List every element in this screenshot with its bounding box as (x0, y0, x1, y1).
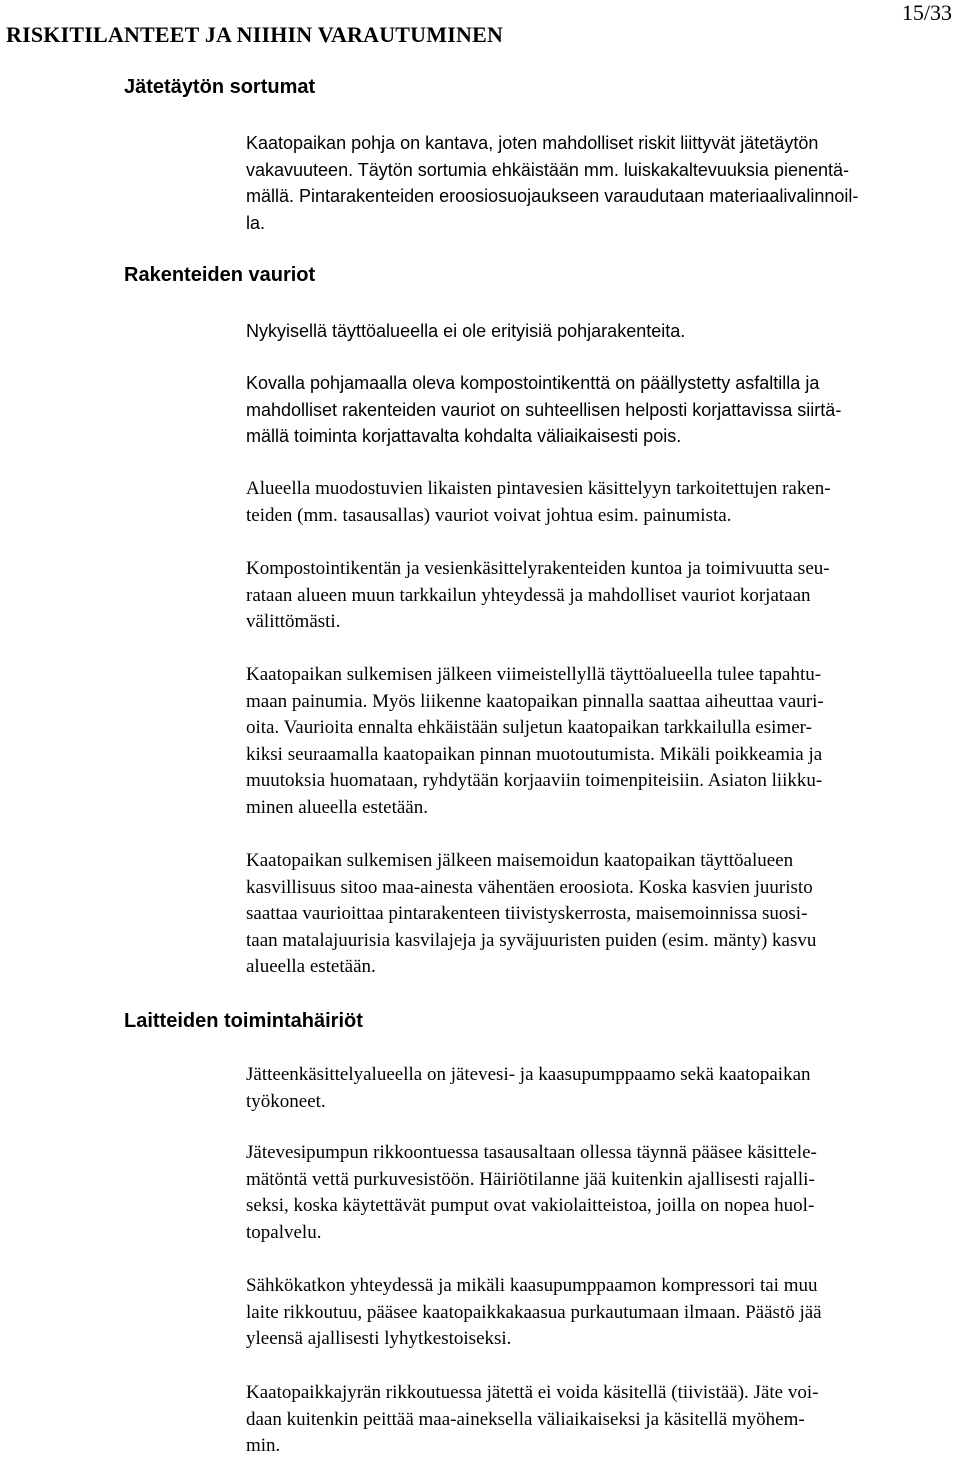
paragraph (246, 1273, 956, 1353)
paragraph (246, 662, 956, 822)
paragraph (246, 370, 956, 450)
text-line: yleensä ajallisesti lyhytkestoiseksi. (246, 1328, 512, 1350)
paragraph (246, 476, 956, 529)
text-line: Kompostointikentän ja vesienkäsittelyrakenteiden kuntoa ja toimivuutta seu- (246, 558, 830, 579)
text-line: kiksi seuraamalla kaatopaikan pinnan muotoutumista. Mikäli poikkeamia ja (246, 743, 823, 765)
text-line: la. (246, 212, 266, 233)
text-line: topalvelu. (246, 1221, 322, 1243)
text-line: taan matalajuurisia kasvilajeja ja syväjuuristen puiden (esim. mänty) kasvu (246, 929, 817, 951)
text-line: työkoneet. (246, 1090, 326, 1112)
paragraph (246, 318, 956, 345)
text-line: mällä. Pintarakenteiden eroosiosuojaukseen varaudutaan materiaalivalinnoil- (246, 186, 859, 207)
paragraph (246, 1140, 956, 1246)
text-line: Nykyisellä täyttöalueella ei ole erityisiä pohjarakenteita. (246, 321, 686, 341)
text-line: mahdolliset rakenteiden vauriot on suhteellisen helposti korjattavissa siirtä- (246, 399, 842, 420)
text-line: alueella estetään. (246, 956, 376, 978)
text-line: minen alueella estetään. (246, 796, 428, 818)
text-line: välittömästi. (246, 611, 341, 633)
text-line: laite rikkoutuu, pääsee kaatopaikkakaasua purkautumaan ilmaan. Päästö jää (246, 1301, 822, 1323)
text-line: Jätteenkäsittelyalueella on jätevesi- ja kaasupumppaamo sekä kaatopaikan (246, 1064, 811, 1085)
text-line: saattaa vaurioittaa pintarakenteen tiivistyskerrosta, maisemoinnissa suosi- (246, 903, 808, 925)
text-line: Kaatopaikan sulkemisen jälkeen maisemoidun kaatopaikan täyttöalueen (246, 850, 794, 871)
page-title: RISKITILANTEET JA NIIHIN VARAUTUMINEN (6, 22, 504, 47)
text-line: Kaatopaikan sulkemisen jälkeen viimeistellyllä täyttöalueella tulee tapahtu- (246, 664, 822, 685)
text-line: Kaatopaikan pohja on kantava, joten mahdolliset riskit liittyvät jätetäytön (246, 133, 819, 153)
paragraph (246, 848, 956, 981)
text-line: daan kuitenkin peittää maa-aineksella väliaikaiseksi ja käsitellä myöhem- (246, 1408, 805, 1430)
text-line: maan painumia. Myös liikenne kaatopaikan pinnalla saattaa aiheuttaa vauri- (246, 690, 824, 712)
text-line: mätöntä vettä purkuvesistöön. Häiriötilanne jää kuitenkin ajallisesti rajalli- (246, 1168, 815, 1190)
text-line: mällä toiminta korjattavalta kohdalta väliaikaisesti pois. (246, 426, 682, 447)
section-heading-rakenteiden-vauriot: Rakenteiden vauriot (124, 264, 316, 286)
text-line: rataan alueen muun tarkkailun yhteydessä ja mahdolliset vauriot korjataan (246, 584, 811, 606)
text-line: vakavuuteen. Täytön sortumia ehkäistään mm. luiskakaltevuuksia pienentä- (246, 159, 849, 180)
text-line: kasvillisuus sitoo maa-ainesta vähentäen eroosiota. Koska kasvien juuristo (246, 876, 813, 898)
paragraph (246, 130, 956, 236)
paragraph (246, 1062, 956, 1115)
text-line: muutoksia huomataan, ryhdytään korjaaviin toimenpiteisiin. Asiaton liikku- (246, 770, 823, 792)
text-line: Alueella muodostuvien likaisten pintavesien käsittelyyn tarkoitettujen raken- (246, 478, 831, 499)
text-line: oita. Vaurioita ennalta ehkäistään suljetun kaatopaikan tarkkailulla esimer- (246, 717, 812, 739)
page-number: 15/33 (901, 0, 952, 25)
paragraph (246, 556, 956, 636)
text-line: teiden (mm. tasausallas) vauriot voivat johtua esim. painumista. (246, 504, 732, 526)
text-line: min. (246, 1435, 281, 1457)
paragraph (246, 1380, 956, 1460)
text-line: Sähkökatkon yhteydessä ja mikäli kaasupumppaamon kompressori tai muu (246, 1275, 818, 1296)
text-line: seksi, koska käytettävät pumput ovat vakiolaitteistoa, joilla on nopea huol- (246, 1195, 815, 1217)
section-heading-jatetayton-sortumat: Jätetäytön sortumat (124, 76, 316, 98)
text-line: Kovalla pohjamaalla oleva kompostointikenttä on päällystetty asfaltilla ja (246, 373, 820, 393)
text-line: Kaatopaikkajyrän rikkoutuessa jätettä ei voida käsitellä (tiivistää). Jäte voi- (246, 1382, 819, 1403)
section-heading-laitteiden-toimintahairiot: Laitteiden toimintahäiriöt (124, 1010, 363, 1032)
text-line: Jätevesipumpun rikkoontuessa tasausaltaan ollessa täynnä pääsee käsittele- (246, 1142, 817, 1163)
